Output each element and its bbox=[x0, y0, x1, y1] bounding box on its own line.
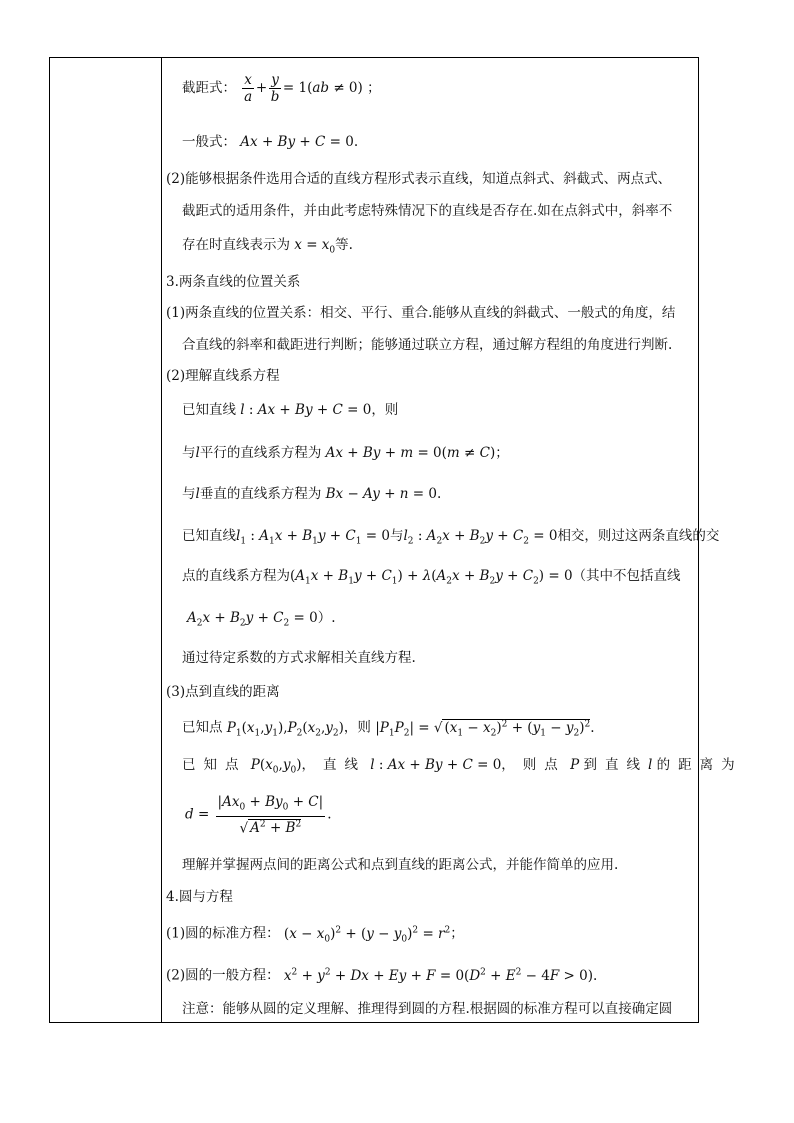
paragraph-line: 通过待定系数的方式求解相关直线方程. bbox=[182, 650, 416, 666]
subheading: (3)点到直线的距离 bbox=[166, 684, 280, 700]
paragraph-line: 与l平行的直线系方程为 Ax + By + m = 0(m ≠ C)； bbox=[182, 445, 509, 461]
paragraph-line: 理解并掌握两点间的距离公式和点到直线的距离公式，并能作简单的应用. bbox=[182, 857, 619, 873]
section-heading: 4.圆与方程 bbox=[166, 889, 233, 905]
paragraph-line: (2)能够根据条件选用合适的直线方程形式表示直线，知道点斜式、斜截式、两点式、 bbox=[166, 171, 672, 187]
intercept-form-line: 截距式： $\frac{x}{a}$ + $\frac{y}{b}$ = 1(ab ≠ 0) ； bbox=[182, 72, 381, 105]
paragraph-line: $A_2x + B_2y + C_2 = 0$）. bbox=[187, 610, 336, 629]
paragraph-line: 截距式的适用条件，并由此考虑特殊情况下的直线是否存在.如在点斜式中，斜率不 bbox=[182, 203, 673, 219]
fraction-x-a: $\frac{x}{a}$ bbox=[244, 72, 253, 105]
paragraph-line: 点的直线系方程为$(A_1x + B_1y + C_1) + \lambda(A_2x + B_2y + C_2) = 0$（其中不包括直线 bbox=[182, 568, 681, 587]
paragraph-line: 注意：能够从圆的定义理解、推理得到圆的方程.根据圆的标准方程可以直接确定圆 bbox=[182, 1001, 673, 1017]
paragraph-line: 已知直线$l_1$ : $A_1x + B_1y + C_1 = 0$与$l_2$ : $A_2x + B_2y + C_2 = 0$相交，则过这两条直线的交 bbox=[182, 528, 720, 547]
paragraph-line: 已知点 $P_1(x_1,y_1),P_2(x_2,y_2)$，则 $|P_1P_2|$ = √ $(x_1 - x_2)^2 + (y_1 - y_2)^2$. bbox=[182, 719, 595, 739]
general-form-line: 一般式： Ax + By + C = 0. bbox=[182, 134, 359, 150]
paragraph-line: 存在时直线表示为 $x = x_0$等. bbox=[182, 237, 353, 256]
paragraph-line: (2)圆的一般方程： $x^2 + y^2 + Dx + Ey + F = 0(D^2 + E^2 - 4F > 0)$. bbox=[166, 967, 598, 984]
paragraph-line: 已知直线 l : Ax + By + C = 0，则 bbox=[182, 402, 399, 418]
fraction-distance: $\frac{|Ax_0 + By_0 + C|}{√ A^2 + B^2}$ bbox=[217, 794, 324, 837]
distance-formula: d = $\frac{|Ax_0 + By_0 + C|}{√ A^2 + B^2}$ . bbox=[185, 794, 332, 837]
paragraph-line: 合直线的斜率和截距进行判断；能够通过联立方程，通过解方程组的角度进行判断. bbox=[182, 337, 673, 353]
paragraph-line: 与l垂直的直线系方程为 Bx − Ay + n = 0. bbox=[182, 486, 442, 502]
section-heading: 3.两条直线的位置关系 bbox=[166, 274, 301, 290]
column-divider bbox=[161, 58, 162, 1022]
paragraph-line: 已知点 $P(x_0,y_0)$，直线 l : Ax + By + C = 0，则点 P 到直线l 的距离为 bbox=[182, 757, 743, 776]
fraction-y-b: $\frac{y}{b}$ bbox=[270, 72, 280, 105]
paragraph-line: (1)圆的标准方程： $(x - x_0)^2 + (y - y_0)^2 = r^2$； bbox=[166, 925, 464, 945]
subheading: (2)理解直线系方程 bbox=[166, 368, 280, 384]
paragraph-line: (1)两条直线的位置关系：相交、平行、重合.能够从直线的斜截式、一般式的角度，结 bbox=[166, 305, 676, 321]
